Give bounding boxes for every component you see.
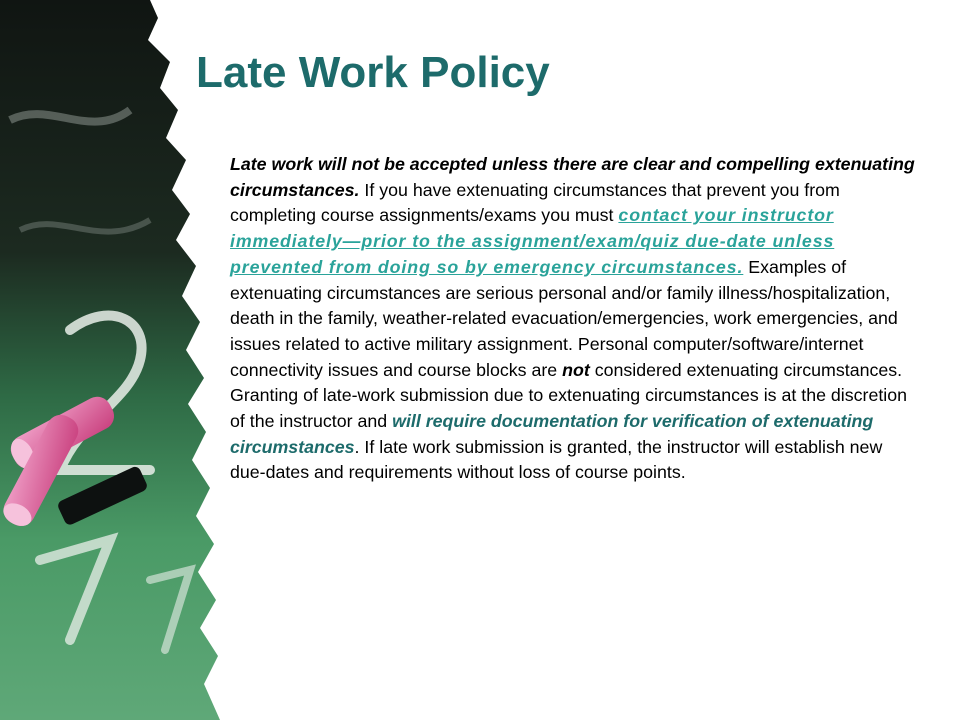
chalkboard-art-icon (0, 0, 230, 720)
not-emphasis: not (562, 359, 590, 380)
documentation-requirement: will require documentation for verification of extenuating circumstances (230, 411, 874, 457)
policy-lead-sentence: Late work will not be accepted unless there are clear and compelling extenuating circumstances. (230, 154, 915, 200)
policy-text-part-3: considered extenuating circumstances. Granting of late-work submission due to extenuating circumstances is at the discretion of the instructor and (230, 359, 908, 432)
slide-title: Late Work Policy (196, 48, 550, 97)
contact-instructor-link[interactable]: contact your instructor immediately—prior to the assignment/exam/quiz due-date unless prevented from doing so by emergency circumstances. (230, 205, 835, 277)
policy-paragraph (230, 152, 920, 486)
policy-text-part-4: . If late work submission is granted, the instructor will establish new due-dates and requirements without loss of course points. (230, 436, 883, 483)
policy-text-part-1: If you have extenuating circumstances that prevent you from completing course assignments/exams you must (230, 179, 840, 226)
policy-text-part-2: Examples of extenuating circumstances are serious personal and/or family illness/hospitalization, death in the family, weather-related evacuation/emergencies, work emergencies, and issues related to active military assignment. Personal computer/software/internet connectivity issues and course blocks are (230, 256, 898, 380)
